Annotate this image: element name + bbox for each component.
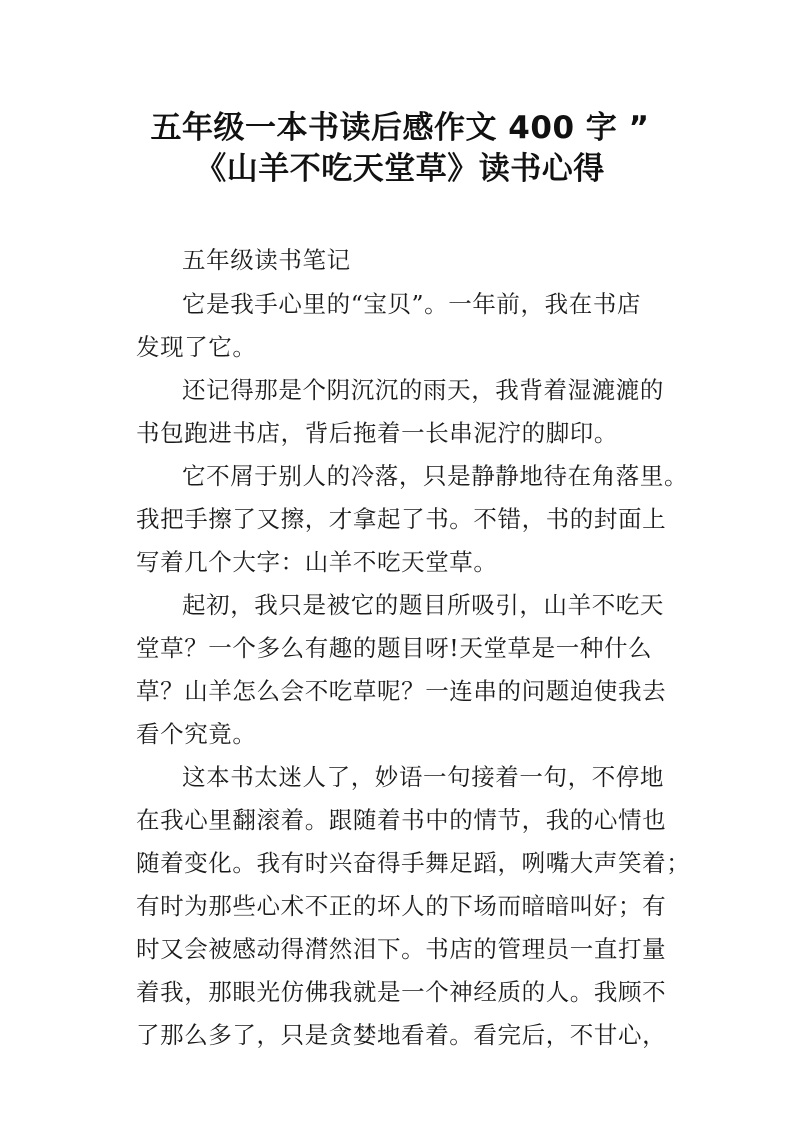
text-line-17: 时又会被感动得潸然泪下。书店的管理员一直打量 xyxy=(136,935,667,963)
text-line-6: 它不屑于别人的冷落，只是静静地待在角落里。 xyxy=(182,462,689,490)
text-line-7: 我把手擦了又擦，才拿起了书。不错，书的封面上 xyxy=(136,505,667,533)
text-line-13: 这本书太迷人了，妙语一句接着一句，不停地 xyxy=(182,763,664,791)
text-line-15: 随着变化。我有时兴奋得手舞足蹈，咧嘴大声笑着； xyxy=(136,849,691,877)
text-line-16: 有时为那些心术不正的坏人的下场而暗暗叫好；有 xyxy=(136,892,667,920)
text-line-1: 五年级读书笔记 xyxy=(182,246,351,274)
text-line-3: 发现了它。 xyxy=(136,333,257,361)
document-title-line-1: 五年级一本书读后感作文 400 字 ” xyxy=(150,110,650,146)
text-line-19: 了那么多了，只是贪婪地看着。看完后，不甘心， xyxy=(136,1021,667,1049)
text-line-8: 写着几个大字：山羊不吃天堂草。 xyxy=(136,548,498,576)
text-line-5: 书包跑进书店，背后拖着一长串泥泞的脚印。 xyxy=(136,419,618,447)
text-line-14: 在我心里翻滚着。跟随着书中的情节，我的心情也 xyxy=(136,806,667,834)
text-line-18: 着我，那眼光仿佛我就是一个神经质的人。我顾不 xyxy=(136,978,667,1006)
text-line-4: 还记得那是个阴沉沉的雨天，我背着湿漉漉的 xyxy=(182,376,664,404)
text-line-9: 起初，我只是被它的题目所吸引，山羊不吃天 xyxy=(182,591,664,619)
text-line-11: 草？山羊怎么会不吃草呢？一连串的问题迫使我去 xyxy=(136,677,667,705)
text-line-2: 它是我手心里的“宝贝”。一年前，我在书店 xyxy=(182,290,642,318)
document-title-line-2: 《山羊不吃天堂草》读书心得 xyxy=(195,151,605,187)
text-line-10: 堂草？一个多么有趣的题目呀!天堂草是一种什么 xyxy=(136,634,653,662)
text-line-12: 看个究竟。 xyxy=(136,720,257,748)
